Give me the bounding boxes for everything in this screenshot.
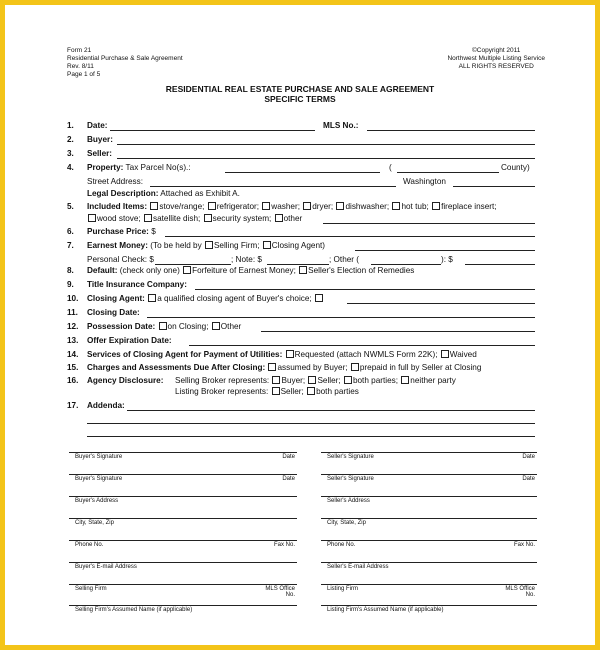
seller-signature-right-label: Fax No. bbox=[513, 542, 535, 548]
default-row: Default: (check only one) Forfeiture of Earnest Money; Seller's Election of Remedies bbox=[87, 266, 415, 275]
closing-date-field[interactable] bbox=[147, 317, 535, 318]
washer-checkbox[interactable] bbox=[262, 202, 270, 210]
buyer-signature-line[interactable] bbox=[69, 540, 297, 541]
item-number: 6. bbox=[67, 227, 74, 236]
selling-both-checkbox[interactable] bbox=[344, 376, 352, 384]
seller-signature-line[interactable] bbox=[321, 605, 537, 606]
seller-signature-line[interactable] bbox=[321, 474, 537, 475]
buyer-signature-line[interactable] bbox=[69, 452, 297, 453]
earnest-money-field[interactable] bbox=[355, 250, 535, 251]
buyer-signature-line[interactable] bbox=[69, 562, 297, 563]
seller-signature-label: Seller's Signature bbox=[327, 454, 374, 460]
closing-date-label: Closing Date: bbox=[87, 308, 140, 317]
charges-row: Charges and Assessments Due After Closing: assumed by Buyer; prepaid in full by Seller at Closing bbox=[87, 363, 482, 372]
title-insurance-field[interactable] bbox=[195, 289, 535, 290]
buyer-signature-label: Selling Firm's Assumed Name (if applicable) bbox=[75, 607, 193, 613]
addenda-field-2[interactable] bbox=[87, 423, 535, 424]
tax-parcel-field[interactable] bbox=[225, 172, 380, 173]
buyer-field[interactable] bbox=[117, 144, 535, 145]
wood-stove-checkbox[interactable] bbox=[88, 214, 96, 222]
possession-other-field[interactable] bbox=[261, 331, 535, 332]
date-field[interactable] bbox=[110, 130, 315, 131]
agency-disclosure-label: Agency Disclosure: bbox=[87, 376, 164, 385]
item-number: 8. bbox=[67, 266, 74, 275]
seller-signature-line[interactable] bbox=[321, 496, 537, 497]
selling-firm-checkbox[interactable] bbox=[205, 241, 213, 249]
closing-agent-checkbox[interactable] bbox=[263, 241, 271, 249]
seller-signature-label: Listing Firm bbox=[327, 586, 359, 592]
document-title: RESIDENTIAL REAL ESTATE PURCHASE AND SALE AGREEMENT bbox=[165, 84, 435, 94]
buyer-signature-line[interactable] bbox=[69, 584, 297, 585]
form-revision: Rev. 8/11 bbox=[67, 63, 94, 70]
form-header-left bbox=[67, 47, 183, 79]
other-items-checkbox[interactable] bbox=[275, 214, 283, 222]
requested-checkbox[interactable] bbox=[286, 350, 294, 358]
mls-label: MLS No.: bbox=[323, 121, 359, 130]
buyer-signature-line[interactable] bbox=[69, 496, 297, 497]
remedies-checkbox[interactable] bbox=[299, 266, 307, 274]
item-number: 14. bbox=[67, 350, 79, 359]
dishwasher-checkbox[interactable] bbox=[336, 202, 344, 210]
note-field[interactable] bbox=[267, 264, 329, 265]
item-number: 17. bbox=[67, 401, 79, 410]
item-number: 3. bbox=[67, 149, 74, 158]
closing-agent-row: Closing Agent: a qualified closing agent of Buyer's choice; bbox=[87, 294, 324, 303]
seller-label: Seller: bbox=[87, 149, 113, 158]
item-number: 9. bbox=[67, 280, 74, 289]
paren-open: ( bbox=[389, 163, 392, 172]
addenda-field-3[interactable] bbox=[87, 436, 535, 437]
qualified-agent-checkbox[interactable] bbox=[148, 294, 156, 302]
waived-checkbox[interactable] bbox=[441, 350, 449, 358]
seller-signature-label: Seller's Address bbox=[327, 498, 370, 504]
item-number: 7. bbox=[67, 241, 74, 250]
satellite-dish-checkbox[interactable] bbox=[144, 214, 152, 222]
earnest-money-row: Earnest Money: (To be held by Selling Firm; Closing Agent) bbox=[87, 241, 326, 250]
form-number: Form 21 bbox=[67, 47, 92, 54]
form-header-right bbox=[447, 47, 545, 71]
purchase-price-row: Purchase Price: $ bbox=[87, 227, 156, 236]
street-address-label: Street Address: bbox=[87, 177, 143, 186]
seller-signature-line[interactable] bbox=[321, 562, 537, 563]
seller-signature-label: City, State, Zip bbox=[327, 520, 366, 526]
buyer-signature-line[interactable] bbox=[69, 474, 297, 475]
seller-signature-line[interactable] bbox=[321, 452, 537, 453]
seller-signature-line[interactable] bbox=[321, 540, 537, 541]
selling-neither-checkbox[interactable] bbox=[401, 376, 409, 384]
security-system-checkbox[interactable] bbox=[204, 214, 212, 222]
copyright: ©Copyright 2011 bbox=[472, 47, 521, 54]
buyer-signature-label: City, State, Zip bbox=[75, 520, 114, 526]
organization: Northwest Multiple Listing Service bbox=[447, 55, 545, 62]
utilities-row: Services of Closing Agent for Payment of Utilities: Requested (attach NWMLS Form 22K); Waived bbox=[87, 350, 477, 359]
seller-signature-line[interactable] bbox=[321, 518, 537, 519]
street-address-field[interactable] bbox=[150, 186, 396, 187]
item-number: 5. bbox=[67, 202, 74, 211]
buyer-signature-right-label: MLS Office No. bbox=[265, 586, 295, 598]
other-items-field[interactable] bbox=[323, 223, 535, 224]
seller-signature-label: Listing Firm's Assumed Name (if applicable) bbox=[327, 607, 444, 613]
item-number: 16. bbox=[67, 376, 79, 385]
seller-signature-label: Seller's E-mail Address bbox=[327, 564, 389, 570]
hot-tub-checkbox[interactable] bbox=[392, 202, 400, 210]
buyer-signature-right-label: Fax No. bbox=[273, 542, 295, 548]
forfeiture-checkbox[interactable] bbox=[183, 266, 191, 274]
selling-seller-checkbox[interactable] bbox=[308, 376, 316, 384]
form-page bbox=[5, 5, 595, 645]
prepaid-by-seller-checkbox[interactable] bbox=[351, 363, 359, 371]
state-label: Washington bbox=[403, 177, 446, 186]
refrigerator-checkbox[interactable] bbox=[208, 202, 216, 210]
other-amount-close: ): $ bbox=[441, 255, 453, 264]
earnest-amounts-row: Personal Check: $ bbox=[87, 255, 154, 264]
seller-signature-right-label: Date bbox=[522, 454, 535, 460]
note-label: ; Note: $ bbox=[231, 255, 262, 264]
listing-seller-checkbox[interactable] bbox=[272, 387, 280, 395]
item-number: 12. bbox=[67, 322, 79, 331]
item-number: 1. bbox=[67, 121, 74, 130]
county-field[interactable] bbox=[397, 172, 499, 173]
page-count: Page 1 of 5 bbox=[67, 71, 101, 78]
zip-field[interactable] bbox=[453, 186, 535, 187]
possession-other-checkbox[interactable] bbox=[212, 322, 220, 330]
buyer-signature-label: Selling Firm bbox=[75, 586, 107, 592]
closing-agent-field[interactable] bbox=[347, 303, 535, 304]
buyer-signature-right-label: Date bbox=[282, 476, 295, 482]
mls-field[interactable] bbox=[367, 130, 535, 131]
listing-both-checkbox[interactable] bbox=[307, 387, 315, 395]
assumed-by-buyer-checkbox[interactable] bbox=[268, 363, 276, 371]
buyer-signature-label: Buyer's Signature bbox=[75, 476, 123, 482]
offer-expiration-field[interactable] bbox=[189, 345, 535, 346]
buyer-signature-line[interactable] bbox=[69, 518, 297, 519]
addenda-label: Addenda: bbox=[87, 401, 125, 410]
fireplace-insert-checkbox[interactable] bbox=[432, 202, 440, 210]
legal-description-row: Legal Description: Attached as Exhibit A. bbox=[87, 189, 240, 198]
seller-signature-right-label: Date bbox=[522, 476, 535, 482]
document-subtitle: SPECIFIC TERMS bbox=[264, 94, 336, 104]
form-name: Residential Purchase & Sale Agreement bbox=[67, 55, 183, 62]
possession-row: Possession Date: on Closing; Other bbox=[87, 322, 242, 331]
buyer-signature-label: Phone No. bbox=[75, 542, 104, 548]
item-number: 13. bbox=[67, 336, 79, 345]
stove-checkbox[interactable] bbox=[150, 202, 158, 210]
rights-reserved: ALL RIGHTS RESERVED bbox=[458, 63, 534, 70]
included-items-row2: wood stove; satellite dish; security system; other bbox=[87, 214, 302, 223]
item-number: 4. bbox=[67, 163, 74, 172]
buyer-signature-label: Buyer's Address bbox=[75, 498, 119, 504]
other-type-field[interactable] bbox=[371, 264, 441, 265]
offer-expiration-label: Offer Expiration Date: bbox=[87, 336, 172, 345]
buyer-label: Buyer: bbox=[87, 135, 113, 144]
on-closing-checkbox[interactable] bbox=[159, 322, 167, 330]
buyer-signature-line[interactable] bbox=[69, 605, 297, 606]
item-number: 10. bbox=[67, 294, 79, 303]
purchase-price-field[interactable] bbox=[165, 236, 535, 237]
seller-signature-label: Phone No. bbox=[327, 542, 356, 548]
seller-signature-line[interactable] bbox=[321, 584, 537, 585]
buyer-signature-label: Buyer's Signature bbox=[75, 454, 123, 460]
other-agent-checkbox[interactable] bbox=[315, 294, 323, 302]
item-number: 11. bbox=[67, 308, 78, 317]
seller-field[interactable] bbox=[117, 158, 535, 159]
county-label: County) bbox=[501, 163, 530, 172]
buyer-signature-right-label: Date bbox=[282, 454, 295, 460]
selling-buyer-checkbox[interactable] bbox=[272, 376, 280, 384]
listing-broker-row: Listing Broker represents: Seller; both parties bbox=[175, 387, 359, 396]
included-items-row1: Included Items: stove/range; refrigerator; washer; dryer; dishwasher; hot tub; fireplace insert; bbox=[87, 202, 497, 211]
item-number: 2. bbox=[67, 135, 74, 144]
seller-signature-right-label: MLS Office No. bbox=[505, 586, 535, 598]
buyer-signature-label: Buyer's E-mail Address bbox=[75, 564, 137, 570]
date-label: Date: bbox=[87, 121, 108, 130]
item-number: 15. bbox=[67, 363, 79, 372]
seller-signature-label: Seller's Signature bbox=[327, 476, 374, 482]
title-insurance-label: Title Insurance Company: bbox=[87, 280, 187, 289]
other-amount-label: ; Other ( bbox=[329, 255, 360, 264]
tax-parcel-row: Property: Tax Parcel No(s).: bbox=[87, 163, 191, 172]
other-amount-field[interactable] bbox=[465, 264, 535, 265]
selling-broker-row: Selling Broker represents: Buyer; Seller; both parties; neither party bbox=[175, 376, 456, 385]
personal-check-field[interactable] bbox=[155, 264, 231, 265]
dryer-checkbox[interactable] bbox=[303, 202, 311, 210]
addenda-field-1[interactable] bbox=[127, 410, 535, 411]
